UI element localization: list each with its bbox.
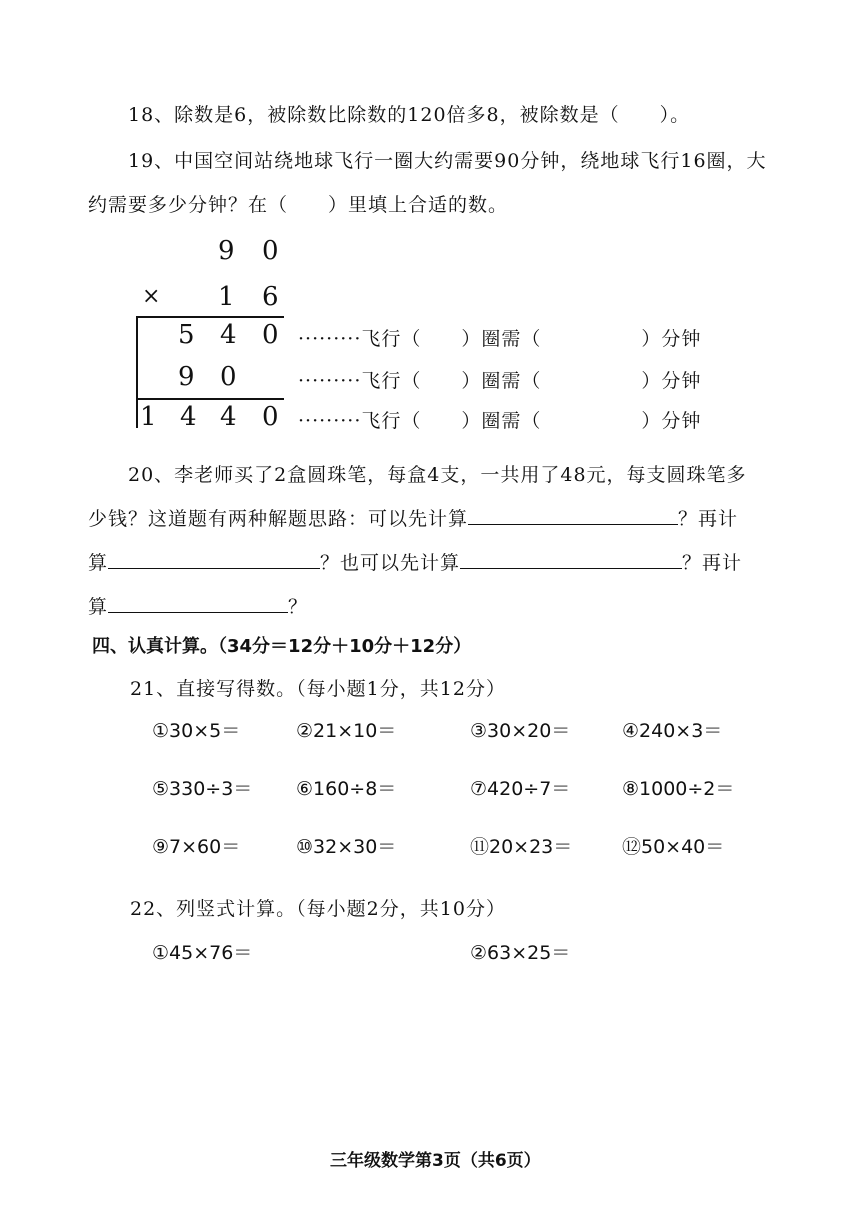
- calc-digit: 0: [220, 362, 237, 392]
- question-20-line-1: 20、李老师买了2盒圆珠笔，每盒4支，一共用了48元，每支圆珠笔多: [128, 464, 747, 486]
- answer-blank[interactable]: [108, 592, 288, 613]
- calc-digit: 4: [180, 402, 197, 432]
- calc-digit: 0: [262, 402, 279, 432]
- vertical-calc-item: ②63×25＝: [470, 942, 571, 964]
- answer-blank[interactable]: [108, 548, 320, 569]
- times-sign: ×: [142, 284, 161, 309]
- oral-item: ⑤330÷3＝: [152, 778, 253, 800]
- calc-digit: 9: [178, 362, 195, 392]
- question-18: 18、除数是6，被除数比除数的120倍多8，被除数是（ ）。: [128, 104, 691, 126]
- answer-blank[interactable]: [460, 548, 682, 569]
- calc-rule: [136, 316, 284, 318]
- oral-item: ⑫50×40＝: [622, 836, 725, 858]
- question-19-line-2: 约需要多少分钟？在（ ）里填上合适的数。: [88, 194, 509, 216]
- oral-item: ①30×5＝: [152, 720, 241, 742]
- question-20-line-4: [88, 592, 308, 619]
- question-20-text: ？: [288, 596, 309, 618]
- calc-annotation: ·········飞行（ ）圈需（ ）分钟: [298, 370, 702, 392]
- calc-digit: 4: [220, 402, 237, 432]
- question-22: 22、列竖式计算。（每小题2分，共10分）: [130, 898, 506, 920]
- calc-annotation: ·········飞行（ ）圈需（ ）分钟: [298, 328, 702, 350]
- oral-item: ⑩32×30＝: [296, 836, 397, 858]
- calc-digit: 5: [178, 320, 195, 350]
- oral-item: ⑪20×23＝: [470, 836, 573, 858]
- oral-item: ⑧1000÷2＝: [622, 778, 735, 800]
- question-20-text: 少钱？这道题有两种解题思路：可以先计算: [88, 508, 469, 530]
- oral-item: ④240×3＝: [622, 720, 723, 742]
- vertical-calc-item: ①45×76＝: [152, 942, 253, 964]
- calc-rule: [136, 398, 284, 400]
- question-20-line-3: [88, 548, 742, 575]
- oral-item: ⑨7×60＝: [152, 836, 241, 858]
- question-20-text: 算: [88, 552, 109, 574]
- question-20-text: ？也可以先计算: [320, 552, 461, 574]
- oral-item: ⑥160÷8＝: [296, 778, 397, 800]
- oral-item: ②21×10＝: [296, 720, 397, 742]
- answer-blank[interactable]: [468, 504, 678, 525]
- calc-digit: 1: [140, 402, 157, 432]
- calc-rule: [136, 316, 138, 428]
- question-20-text: ？再计: [678, 508, 739, 530]
- calc-digit: 6: [262, 282, 279, 312]
- oral-item: ③30×20＝: [470, 720, 571, 742]
- calc-annotation: ·········飞行（ ）圈需（ ）分钟: [298, 410, 702, 432]
- section-heading: 四、认真计算。（34分＝12分＋10分＋12分）: [92, 636, 472, 657]
- calc-digit: 0: [262, 320, 279, 350]
- oral-item: ⑦420÷7＝: [470, 778, 571, 800]
- question-20-text: 算: [88, 596, 109, 618]
- calc-digit: 0: [262, 236, 279, 266]
- question-20-line-2: [88, 504, 738, 531]
- calc-digit: 9: [218, 236, 235, 266]
- question-19-line-1: 19、中国空间站绕地球飞行一圈大约需要90分钟，绕地球飞行16圈，大: [128, 150, 767, 172]
- question-21: 21、直接写得数。（每小题1分，共12分）: [130, 678, 506, 700]
- calc-digit: 4: [220, 320, 237, 350]
- calc-digit: 1: [218, 282, 235, 312]
- page-footer: 三年级数学第3页（共6页）: [330, 1151, 541, 1171]
- question-20-text: ？再计: [682, 552, 743, 574]
